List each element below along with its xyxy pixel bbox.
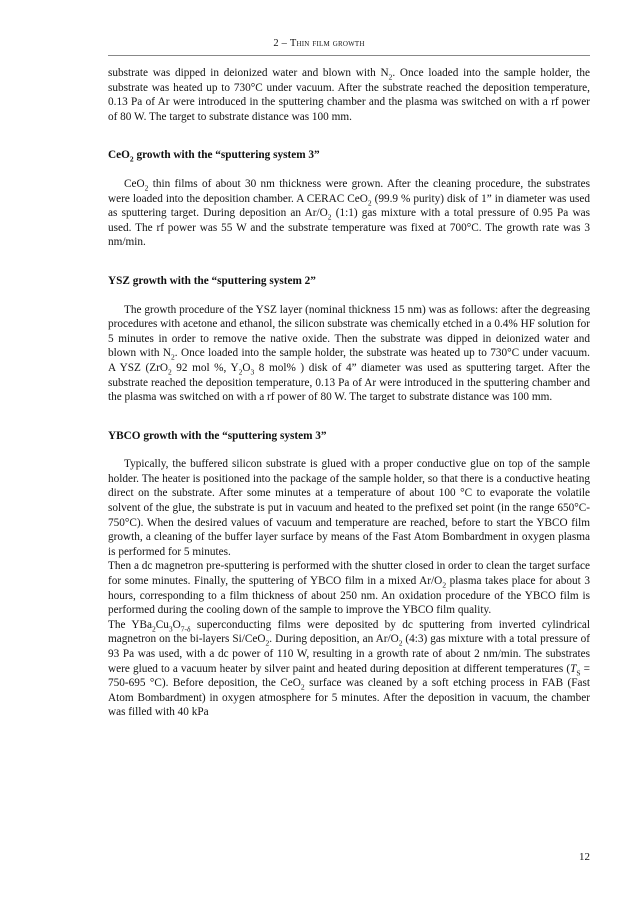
- paragraph-ybco-substrate: Typically, the buffered silicon substrate is glued with a proper conductive glue on top of the sample holder. The heater is positioned into the package of the sample holder, so that there is a conductive heating direct on the substrate. After some minutes at a temperature of about 100 °C to evaporate the volatile solvent of the glue, the substrate is put in vacuum and heated to the prefixed set point (in the range 650°C-750°C). When the desired values of vacuum and temperature are reached, before to start the YBCO film growth, a cleaning of the buffer layer surface by means of the Fast Atom Bombardment in oxygen plasma is performed for 5 minutes.: [108, 458, 590, 558]
- header-rule: [108, 55, 590, 56]
- heading-ybco-growth: YBCO growth with the “sputtering system 3”: [108, 429, 327, 442]
- running-header: [0, 38, 638, 49]
- body-text: [108, 66, 590, 720]
- paragraph-ybco-deposition: The $YBa_2Cu_3O_{7-\delta}$ superconducting films were deposited by dc sputtering from inverted cylindrical magnetron on the bi-layers Si/CeO$_2$. During deposition, an $Ar/O_2$ (4:3) gas mixture with a total pressure of 93 Pa was used, with a dc power of 110 W, resulting in a growth rate of about 2 nm/min. The substrates were glued to a vacuum heater by silver paint and heated during deposition at different temperatures ($T_S = 750-695$ °C). Before deposition, the CeO$_2$ surface was cleaned by a soft etching process in FAB (Fast Atom Bombardment) in oxygen atmosphere for 5 minutes. After the deposition in vacuum, the chamber was filled with 40 kPa: [108, 618, 591, 719]
- page-number: 12: [579, 851, 590, 863]
- paragraph-ybco-sputtering: Then a dc magnetron pre-sputtering is performed with the shutter closed in order to clean the target surface for some minutes. Finally, the sputtering of YBCO film in a mixed $Ar/O_2$ plasma takes place for about 3 hours, corresponding to a film thickness of about 250 nm. An oxidation procedure of the YBCO film is performed during the cooling down of the sample to improve the YBCO film quality.: [108, 560, 591, 617]
- paragraph-ceo2: CeO$_2$ thin films of about 30 nm thickness were grown. After the cleaning procedure, the substrates were loaded into the deposition chamber. A CERAC CeO$_2$ (99.9 % purity) disk of 1” in diameter was used as sputtering target. During deposition an $Ar/O_2$ (1:1) gas mixture with a total pressure of 0.95 Pa was used. The rf power was 55 W and the substrate temperature was fixed at 700°C. The growth rate was 3 nm/min.: [108, 177, 591, 249]
- header-title: Thin film growth: [289, 38, 365, 49]
- heading-ceo2-growth: CeO$_2$ growth with the “sputtering system 3”: [108, 149, 320, 164]
- paragraph-ysz: The growth procedure of the YSZ layer (nominal thickness 15 nm) was as follows: after the degreasing procedures with acetone and ethanol, the silicon substrate was chemically etched in a 0.4% HF solution for 5 minutes in order to remove the native oxide. Then the substrate was dipped in deionized water and blown with $N_2$. Once loaded into the sample holder, the substrate was heated up to 730°C under vacuum. A YSZ (ZrO$_2$ 92 mol %, $Y_2O_3$ 8 mol% ) disk of 4” diameter was used as sputtering target. After the substrate reached the deposition temperature, 0.13 Pa of Ar were introduced in the sputtering chamber and the plasma was switched on with a rf power of 80 W. The target to substrate distance was 100 mm.: [108, 303, 590, 404]
- paragraph-continuation: substrate was dipped in deionized water and blown with $N_2$. Once loaded into the sample holder, the substrate was heated up to 730°C under vacuum. After the substrate reached the deposition temperature, 0.13 Pa of Ar were introduced in the sputtering chamber and the plasma was switched on with a rf power of 80 W. The target to substrate distance was 100 mm.: [108, 67, 590, 123]
- heading-ysz-growth: YSZ growth with the “sputtering system 2”: [108, 274, 316, 287]
- header-chapter: 2 –: [273, 38, 288, 49]
